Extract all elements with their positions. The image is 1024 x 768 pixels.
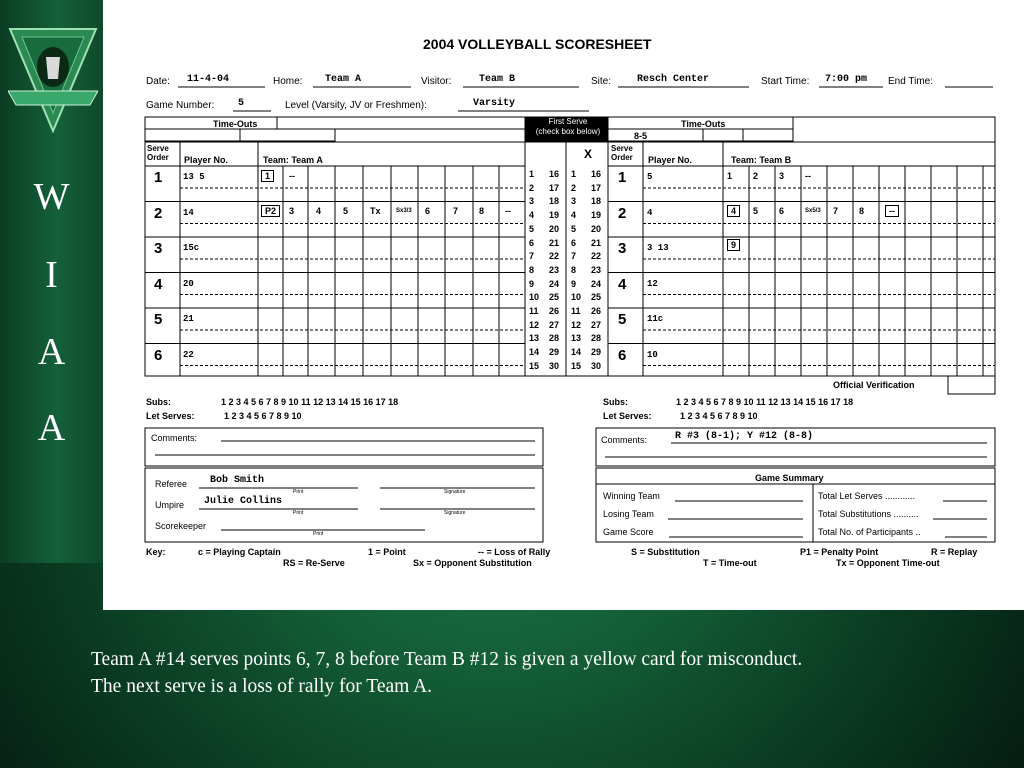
serve-order-number: 1 [618, 169, 627, 186]
date-label: Date: [146, 76, 170, 87]
serve-order-number: 3 [154, 240, 163, 257]
serve-order-number: 6 [154, 346, 163, 364]
right-timeouts-label: Time-Outs [681, 119, 726, 129]
score-num: 18 [549, 196, 560, 207]
print-label: Print [313, 531, 324, 537]
serve-order-number: 4 [618, 275, 627, 293]
score-entry: 4 [727, 205, 740, 217]
left-player-no-label: Player No. [184, 155, 229, 165]
timeouts-box [145, 117, 525, 129]
score-num: 11 [529, 306, 539, 316]
score-num: 6 [571, 237, 577, 248]
score-num: 24 [591, 278, 602, 289]
score-entry: 6 [425, 206, 431, 216]
score-num: 23 [549, 264, 560, 275]
player-number: 22 [183, 349, 194, 360]
score-entry: 5 [343, 206, 349, 216]
score-num: 30 [591, 360, 602, 371]
score-num: 27 [549, 319, 560, 330]
score-num: 3 [529, 196, 535, 207]
sidebar-letter: A [37, 407, 66, 449]
score-num: 9 [571, 278, 577, 289]
score-num: 28 [591, 333, 602, 344]
score-entry: 8 [479, 206, 485, 216]
right-comments-value: R #3 (8-1); Y #12 (8-8) [675, 431, 814, 442]
left-subs-numbers: 1 2 3 4 5 6 7 8 9 10 11 12 13 14 15 16 17 18 [221, 397, 399, 407]
official-verification-label: Official Verification [833, 380, 915, 390]
score-num: 10 [529, 292, 540, 303]
score-num: 19 [549, 210, 560, 221]
score-num: 20 [549, 223, 560, 234]
player-number: 4 [647, 207, 653, 218]
score-entry: 3 [779, 171, 785, 181]
umpire-label: Umpire [155, 500, 185, 510]
score-num: 15 [571, 360, 582, 371]
score-entry: 4 [316, 206, 322, 216]
losing-team-label: Losing Team [603, 509, 654, 519]
print-label: Print [293, 510, 304, 516]
score-num: 12 [571, 319, 582, 330]
score-num: 29 [591, 347, 602, 358]
serve-order-number: 4 [154, 275, 163, 293]
total-substitutions-label: Total Substitutions .......... [818, 509, 919, 519]
player-number: 21 [183, 314, 194, 324]
scoresheet-title: 2004 VOLLEYBALL SCORESHEET [423, 36, 652, 52]
serve-order-number: 3 [618, 240, 627, 257]
game-summary-title: Game Summary [755, 473, 824, 483]
score-num: 11 [571, 306, 581, 316]
score-num: 10 [571, 292, 582, 303]
key-item: R = Replay [931, 547, 978, 557]
visitor-value: Team B [479, 74, 516, 85]
serve-order-number: 1 [154, 169, 163, 186]
right-serve-order-label: Serve Order [611, 144, 633, 162]
score-num: 20 [591, 223, 602, 234]
home-label: Home: [273, 76, 303, 87]
right-player-no-label: Player No. [648, 155, 693, 165]
score-num: 26 [549, 306, 560, 316]
first-serve-mark: X [584, 147, 593, 161]
score-num: 7 [571, 251, 577, 262]
player-number: 5 [647, 172, 653, 182]
score-num: 6 [529, 237, 535, 248]
score-entry: 5 [753, 206, 759, 216]
date-value: 11-4-04 [187, 74, 230, 85]
score-num: 26 [591, 306, 602, 316]
total-participants-label: Total No. of Participants .. [818, 527, 921, 537]
key-item: Sx = Opponent Substitution [413, 558, 532, 568]
key-item: 1 = Point [368, 547, 406, 557]
score-num: 4 [529, 210, 535, 221]
right-let-serves-label: Let Serves: [603, 411, 652, 421]
score-entry: P2 [261, 205, 280, 217]
score-entry: Sx5/3 [805, 208, 821, 214]
verification-top [793, 117, 995, 142]
score-num: 4 [571, 210, 577, 221]
serve-order-number: 5 [154, 311, 163, 328]
score-entry: Tx [370, 206, 381, 216]
score-entry: 7 [453, 206, 459, 216]
check-box-label: (check box below) [535, 127, 601, 136]
slide-caption [91, 646, 1011, 700]
left-serve-order-label: Serve Order [147, 144, 169, 162]
score-num: 5 [529, 223, 535, 234]
score-num: 25 [591, 292, 602, 303]
key-item: c = Playing Captain [198, 547, 281, 557]
serve-order-number: 5 [618, 311, 627, 328]
score-num: 24 [549, 278, 560, 289]
score-num: 13 [529, 333, 540, 344]
level-value: Varsity [473, 98, 516, 109]
referee-value: Bob Smith [210, 475, 265, 486]
player-number: 13 5 [183, 172, 205, 182]
signature-label: Signature [444, 510, 466, 516]
score-num: 30 [549, 360, 560, 371]
score-num: 21 [549, 237, 560, 248]
start-time-value: 7:00 pm [825, 74, 868, 85]
score-num: 14 [571, 347, 582, 358]
player-number: 12 [647, 278, 658, 289]
player-number: 20 [183, 278, 194, 289]
score-num: 13 [571, 333, 582, 344]
score-entry: 9 [727, 239, 740, 251]
winning-team-label: Winning Team [603, 491, 660, 501]
key-label: Key: [146, 547, 166, 557]
score-num: 28 [549, 333, 560, 344]
left-comments-label: Comments: [151, 433, 198, 443]
score-num: 2 [571, 182, 577, 193]
site-label: Site: [591, 76, 612, 87]
score-entry: 1 [727, 171, 733, 181]
score-entry: Sx3/3 [396, 208, 412, 214]
left-team-label: Team: Team A [263, 155, 323, 165]
score-num: 23 [591, 264, 602, 275]
right-subs-numbers: 1 2 3 4 5 6 7 8 9 10 11 12 13 14 15 16 17 18 [676, 397, 854, 407]
right-comments-label: Comments: [601, 435, 648, 445]
game-number-value: 5 [238, 98, 245, 109]
score-num: 5 [571, 223, 577, 234]
game-score-label: Game Score [603, 527, 654, 537]
score-8-5: 8-5 [634, 131, 648, 141]
association-logo-icon [8, 27, 98, 133]
player-number: 3 13 [647, 243, 669, 253]
score-entry: -- [885, 205, 899, 217]
caption-line: Team A #14 serves points 6, 7, 8 before Team B #12 is given a yellow card for misconduct. [91, 649, 803, 670]
score-num: 15 [529, 360, 540, 371]
signature-label: Signature [444, 489, 466, 495]
umpire-value: Julie Collins [204, 496, 283, 507]
score-entry: 2 [753, 171, 759, 181]
serve-order-number: 6 [618, 346, 627, 364]
sidebar-letter: A [37, 331, 66, 373]
home-value: Team A [325, 74, 362, 85]
score-num: 22 [591, 251, 602, 262]
score-entry: -- [505, 206, 511, 216]
score-entry: 3 [289, 206, 295, 216]
score-num: 2 [529, 182, 535, 193]
score-num: 19 [591, 210, 602, 221]
player-number: 11c [647, 314, 664, 324]
serve-order-number: 2 [154, 204, 163, 222]
score-entry: -- [289, 171, 295, 181]
right-team-label: Team: Team B [731, 155, 792, 165]
score-num: 1 [529, 169, 535, 179]
left-comments-box [145, 428, 543, 466]
player-number: 10 [647, 349, 658, 360]
left-let-serves-numbers: 1 2 3 4 5 6 7 8 9 10 [224, 411, 302, 421]
total-let-serves-label: Total Let Serves ............ [818, 491, 916, 501]
score-num: 18 [591, 196, 602, 207]
score-num: 17 [591, 182, 602, 193]
score-num: 12 [529, 319, 540, 330]
end-time-label: End Time: [888, 76, 934, 87]
right-subs-label: Subs: [603, 397, 629, 407]
score-num: 1 [571, 169, 577, 179]
sidebar-letter: I [45, 254, 58, 296]
player-number: 14 [183, 207, 194, 218]
left-subs-label: Subs: [146, 397, 172, 407]
score-entry: 8 [859, 206, 865, 216]
score-num: 25 [549, 292, 560, 303]
player-number: 15c [183, 243, 200, 253]
score-num: 16 [549, 169, 560, 179]
key-item: Tx = Opponent Time-out [836, 558, 940, 568]
score-num: 7 [529, 251, 535, 262]
verification-box [948, 376, 995, 394]
score-num: 8 [529, 264, 535, 275]
score-num: 3 [571, 196, 577, 207]
site-value: Resch Center [637, 74, 710, 85]
print-label: Print [293, 489, 304, 495]
sidebar [0, 0, 103, 563]
key-item: -- = Loss of Rally [478, 547, 551, 557]
score-num: 16 [591, 169, 602, 179]
score-num: 17 [549, 182, 560, 193]
visitor-label: Visitor: [421, 76, 452, 87]
caption-line: The next serve is a loss of rally for Team A. [91, 676, 433, 697]
key-item: RS = Re-Serve [283, 558, 345, 568]
game-number-label: Game Number: [146, 100, 215, 111]
score-num: 21 [591, 237, 602, 248]
referee-label: Referee [155, 479, 188, 489]
score-num: 27 [591, 319, 602, 330]
score-num: 22 [549, 251, 560, 262]
start-time-label: Start Time: [761, 76, 810, 87]
score-num: 14 [529, 347, 540, 358]
left-timeouts-label: Time-Outs [213, 119, 258, 129]
score-num: 29 [549, 347, 560, 358]
key-item: S = Substitution [631, 547, 700, 557]
scoresheet [103, 0, 1024, 610]
score-entry: 6 [779, 206, 785, 216]
first-serve-label: First Serve [548, 117, 588, 126]
key-item: P1 = Penalty Point [800, 547, 879, 557]
scorekeeper-label: Scorekeeper [155, 521, 207, 531]
score-num: 8 [571, 264, 577, 275]
score-entry: 7 [833, 206, 839, 216]
level-label: Level (Varsity, JV or Freshmen): [285, 100, 427, 111]
sidebar-letter: W [33, 176, 70, 218]
score-entry: -- [805, 171, 811, 181]
score-num: 9 [529, 278, 535, 289]
serve-order-number: 2 [618, 204, 627, 222]
left-let-serves-label: Let Serves: [146, 411, 195, 421]
key-item: T = Time-out [703, 558, 757, 568]
score-entry: 1 [261, 170, 274, 182]
right-let-serves-numbers: 1 2 3 4 5 6 7 8 9 10 [680, 411, 758, 421]
